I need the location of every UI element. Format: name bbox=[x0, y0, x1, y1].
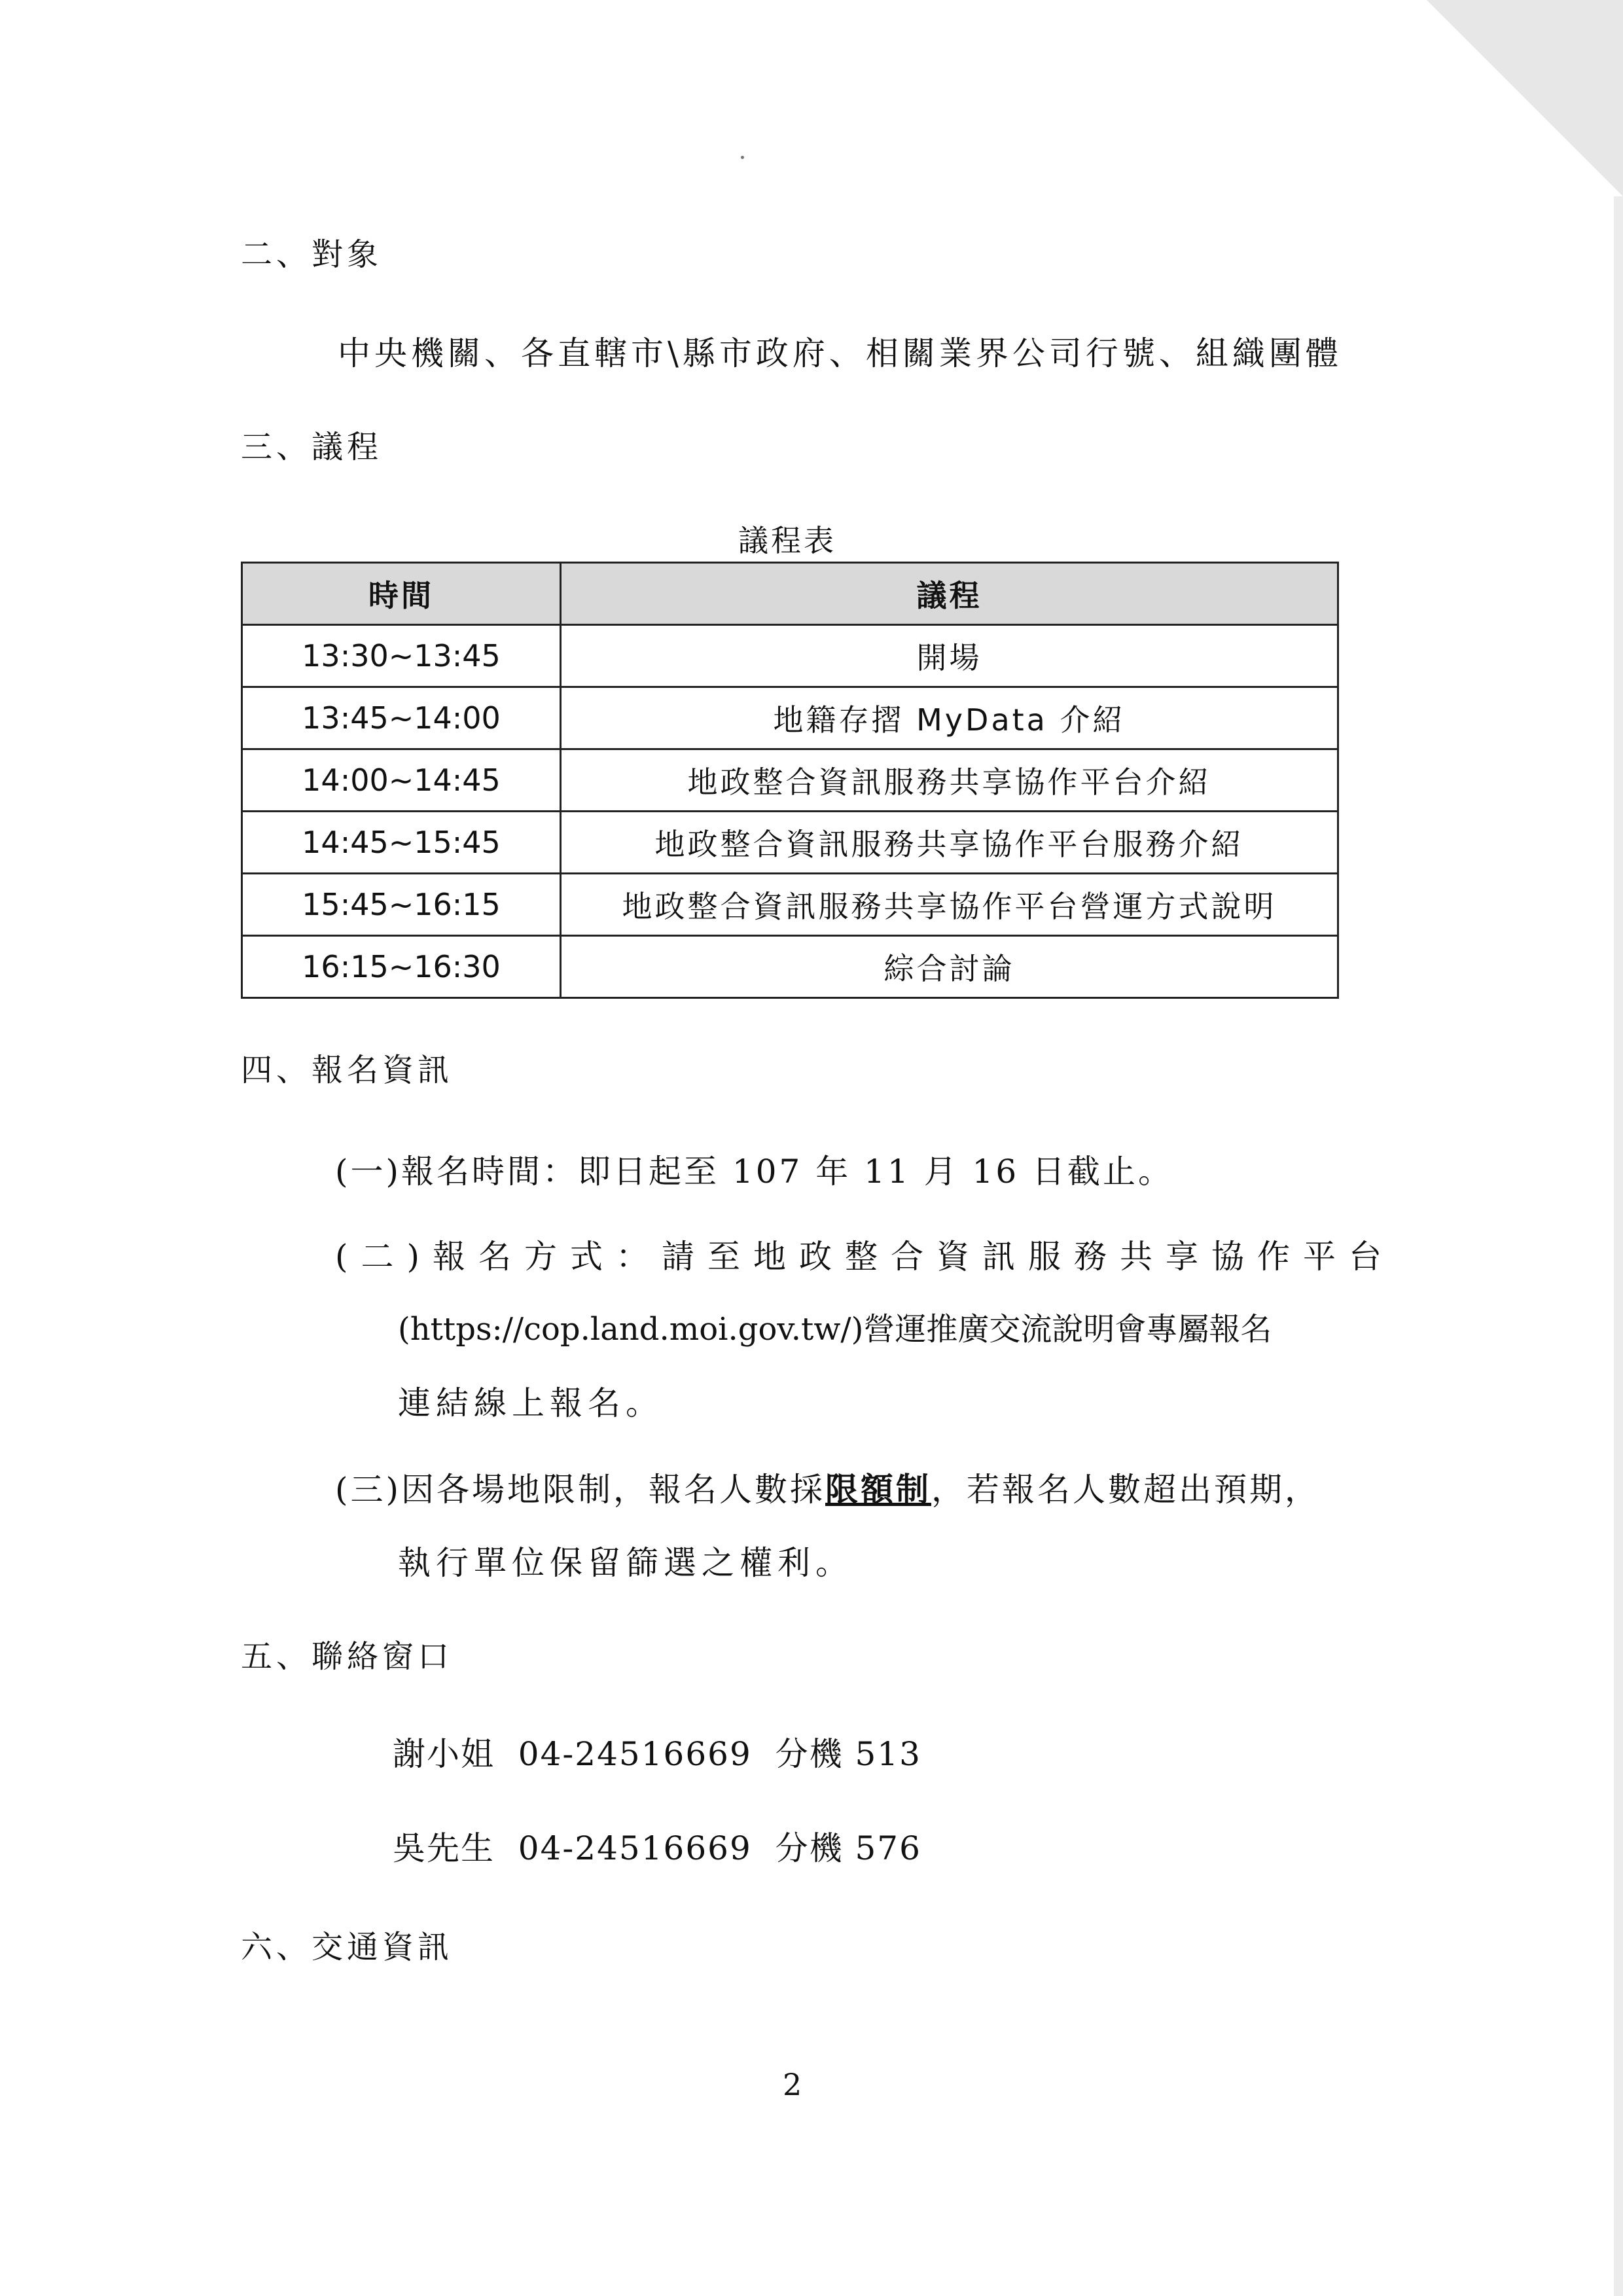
agenda-row bbox=[242, 687, 1338, 749]
registration-limit-line1 bbox=[335, 1463, 1320, 1511]
agenda-item-cell: 地政整合資訊服務共享協作平台介紹 bbox=[561, 749, 1338, 812]
agenda-table-caption: 議程表 bbox=[738, 523, 836, 558]
registration-limit-line2: 執行單位保留篩選之權利。 bbox=[398, 1544, 853, 1582]
contact-person: 謝小姐 04-24516669 分機 513 bbox=[393, 1735, 921, 1773]
registration-method-line1: (二)報名方式：請至地政整合資訊服務共享協作平台 bbox=[335, 1238, 1395, 1276]
agenda-time-cell: 15:45~16:15 bbox=[242, 874, 561, 936]
registration-limit-prefix: (三)因各場地限制，報名人數採 bbox=[335, 1471, 826, 1509]
page-number: 2 bbox=[783, 2067, 802, 2102]
folded-page-corner bbox=[1427, 0, 1623, 196]
agenda-header-item: 議程 bbox=[561, 563, 1338, 625]
agenda-item-cell: 開場 bbox=[561, 625, 1338, 687]
agenda-time-cell: 14:00~14:45 bbox=[242, 749, 561, 812]
agenda-item-cell: 地政整合資訊服務共享協作平台服務介紹 bbox=[561, 812, 1338, 874]
section-agenda-heading: 三、議程 bbox=[241, 429, 383, 465]
scan-edge-shadow bbox=[1614, 196, 1623, 2296]
agenda-header-time: 時間 bbox=[242, 563, 561, 625]
section-registration-heading: 四、報名資訊 bbox=[241, 1052, 454, 1088]
registration-method-line3: 連結線上報名。 bbox=[398, 1384, 664, 1422]
agenda-row bbox=[242, 936, 1338, 998]
section-transport-heading: 六、交通資訊 bbox=[241, 1929, 454, 1965]
agenda-time-cell: 14:45~15:45 bbox=[242, 812, 561, 874]
agenda-row bbox=[242, 874, 1338, 936]
agenda-time-cell: 16:15~16:30 bbox=[242, 936, 561, 998]
registration-limit-suffix: ，若報名人數超出預期， bbox=[931, 1471, 1321, 1509]
agenda-time-cell: 13:45~14:00 bbox=[242, 687, 561, 749]
scan-speck bbox=[741, 156, 744, 159]
agenda-time-cell: 13:30~13:45 bbox=[242, 625, 561, 687]
agenda-item-cell: 綜合討論 bbox=[561, 936, 1338, 998]
agenda-table-header-row bbox=[242, 563, 1338, 625]
agenda-table bbox=[241, 562, 1339, 999]
registration-method-line2: (https://cop.land.moi.gov.tw/)營運推廣交流說明會專屬報名 bbox=[398, 1311, 1272, 1348]
section-target-heading: 二、對象 bbox=[241, 236, 383, 273]
section-target-body: 中央機關、各直轄市\縣市政府、相關業界公司行號、組織團體 bbox=[338, 334, 1342, 372]
agenda-item-cell: 地籍存摺 MyData 介紹 bbox=[561, 687, 1338, 749]
agenda-row bbox=[242, 625, 1338, 687]
registration-period: (一)報名時間：即日起至 107 年 11 月 16 日截止。 bbox=[335, 1153, 1174, 1191]
registration-limit-emphasis: 限額制 bbox=[825, 1470, 932, 1509]
contact-person: 吳先生 04-24516669 分機 576 bbox=[393, 1829, 921, 1867]
agenda-row bbox=[242, 812, 1338, 874]
agenda-item-cell: 地政整合資訊服務共享協作平台營運方式說明 bbox=[561, 874, 1338, 936]
section-contact-heading: 五、聯絡窗口 bbox=[241, 1638, 454, 1675]
agenda-row bbox=[242, 749, 1338, 812]
